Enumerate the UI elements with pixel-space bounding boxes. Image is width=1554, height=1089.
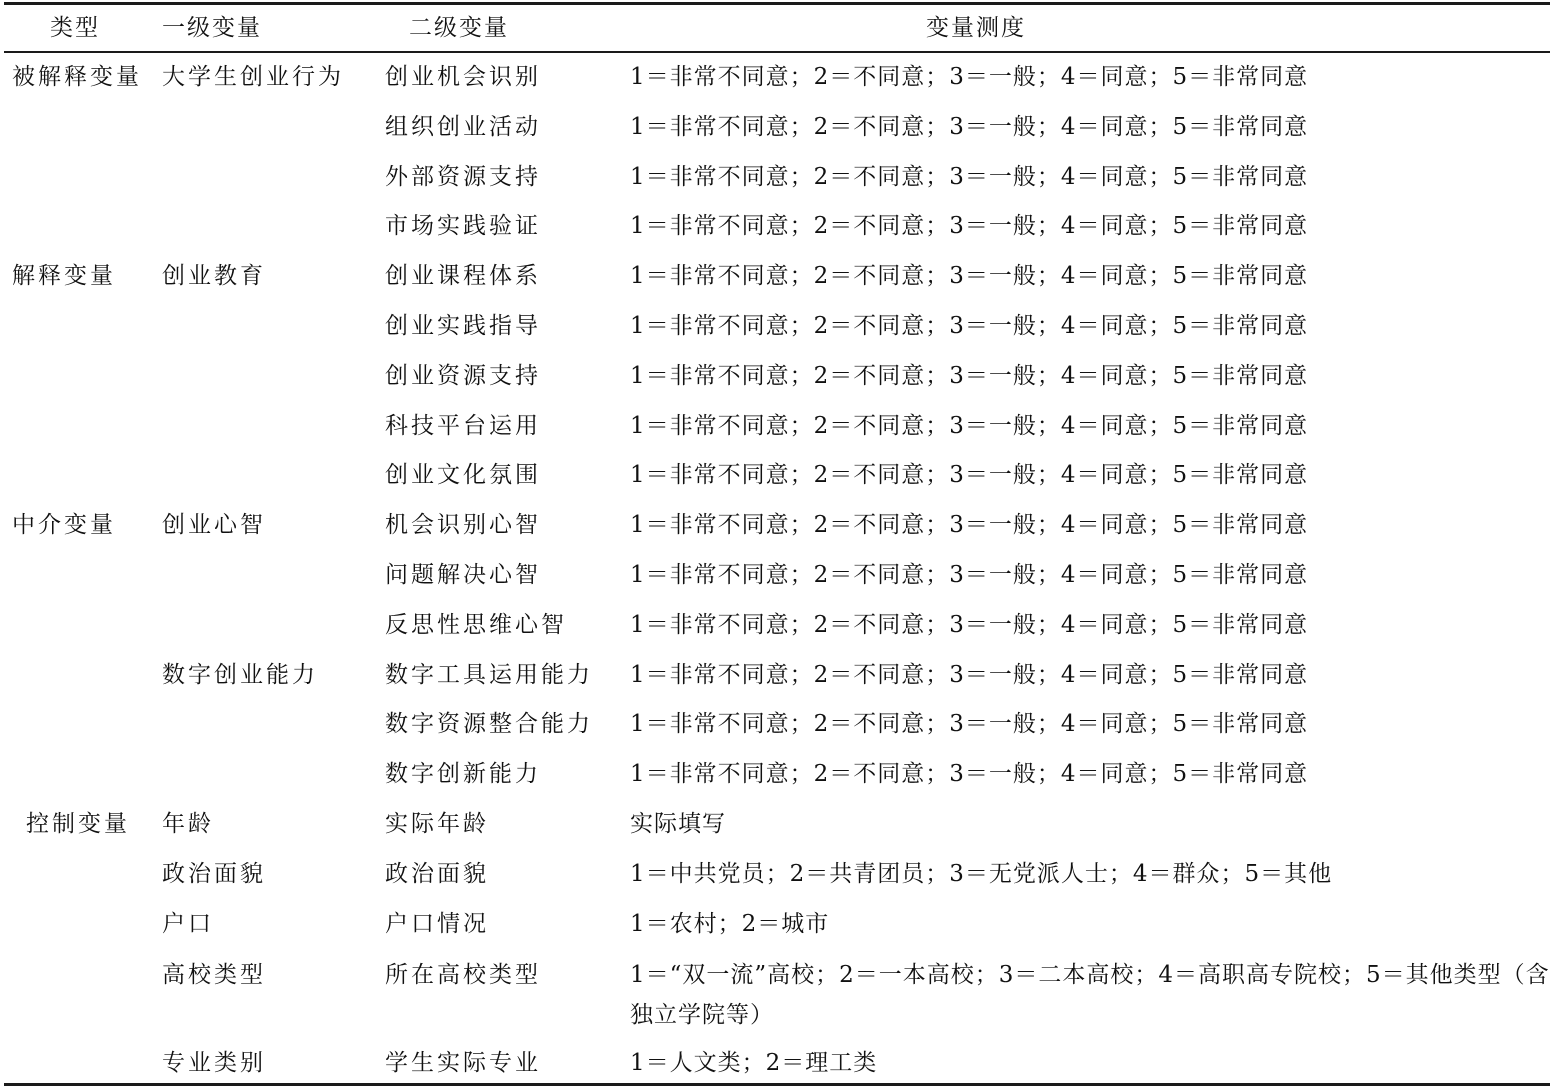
cell-level1: 大学生创业行为 xyxy=(162,64,344,90)
cell-measure: 1＝非常不同意；2＝不同意；3＝一般；4＝同意；5＝非常同意 xyxy=(630,711,1309,738)
cell-measure: 1＝非常不同意；2＝不同意；3＝一般；4＝同意；5＝非常同意 xyxy=(630,64,1309,90)
cell-measure: 1＝非常不同意；2＝不同意；3＝一般；4＝同意；5＝非常同意 xyxy=(630,213,1309,240)
cell-level2: 反思性思维心智 xyxy=(385,611,567,638)
header-level1-variable: 一级变量 xyxy=(162,15,262,41)
table-header-row xyxy=(4,5,1550,51)
cell-measure: 1＝非常不同意；2＝不同意；3＝一般；4＝同意；5＝非常同意 xyxy=(630,113,1309,140)
table-row xyxy=(4,551,1550,601)
table-row xyxy=(4,700,1550,750)
table-row xyxy=(4,53,1550,103)
cell-measure: 1＝“双一流”高校；2＝一本高校；3＝二本高校；4＝高职高专院校；5＝其他类型（含独立学院等） xyxy=(630,962,1550,1029)
cell-level2: 创业实践指导 xyxy=(385,312,541,339)
cell-level2: 所在高校类型 xyxy=(385,962,541,989)
cell-measure: 1＝非常不同意；2＝不同意；3＝一般；4＝同意；5＝非常同意 xyxy=(630,561,1309,588)
table-row xyxy=(4,153,1550,203)
cell-measure: 1＝非常不同意；2＝不同意；3＝一般；4＝同意；5＝非常同意 xyxy=(630,312,1309,339)
cell-type: 控制变量 xyxy=(26,810,130,837)
cell-measure: 1＝中共党员；2＝共青团员；3＝无党派人士；4＝群众；5＝其他 xyxy=(630,860,1333,887)
cell-measure: 1＝非常不同意；2＝不同意；3＝一般；4＝同意；5＝非常同意 xyxy=(630,661,1309,688)
cell-level2: 组织创业活动 xyxy=(385,113,541,140)
table-body xyxy=(4,53,1550,1083)
cell-measure: 1＝非常不同意；2＝不同意；3＝一般；4＝同意；5＝非常同意 xyxy=(630,163,1309,190)
header-type: 类型 xyxy=(50,15,100,41)
cell-measure: 1＝非常不同意；2＝不同意；3＝一般；4＝同意；5＝非常同意 xyxy=(630,611,1309,638)
cell-level1: 政治面貌 xyxy=(162,860,266,887)
cell-measure: 1＝非常不同意；2＝不同意；3＝一般；4＝同意；5＝非常同意 xyxy=(630,462,1309,489)
cell-level2: 创业资源支持 xyxy=(385,362,541,389)
header-measurement: 变量测度 xyxy=(926,15,1026,41)
cell-level1: 创业教育 xyxy=(162,263,266,290)
cell-level2: 学生实际专业 xyxy=(385,1050,541,1077)
table-row xyxy=(4,601,1550,651)
table-row xyxy=(4,1039,1550,1089)
cell-measure: 1＝人文类；2＝理工类 xyxy=(630,1050,878,1077)
cell-level2: 外部资源支持 xyxy=(385,163,541,190)
cell-level2: 数字工具运用能力 xyxy=(385,661,593,688)
cell-measure: 实际填写 xyxy=(630,810,726,837)
table-row xyxy=(4,750,1550,800)
table-row xyxy=(4,202,1550,252)
table-row xyxy=(4,352,1550,402)
cell-level1: 高校类型 xyxy=(162,962,266,989)
table-row xyxy=(4,949,1550,1039)
cell-measure: 1＝农村；2＝城市 xyxy=(630,910,830,937)
cell-level2: 政治面貌 xyxy=(385,860,489,887)
cell-type: 解释变量 xyxy=(12,263,116,290)
table-row xyxy=(4,252,1550,302)
table-row xyxy=(4,451,1550,501)
cell-level2: 科技平台运用 xyxy=(385,412,541,439)
cell-level2: 数字创新能力 xyxy=(385,761,541,788)
table-row xyxy=(4,302,1550,352)
variable-table xyxy=(4,2,1550,1086)
table-row xyxy=(4,900,1550,950)
cell-measure: 1＝非常不同意；2＝不同意；3＝一般；4＝同意；5＝非常同意 xyxy=(630,512,1309,539)
table-row xyxy=(4,103,1550,153)
cell-level2: 市场实践验证 xyxy=(385,213,541,240)
header-level2-variable: 二级变量 xyxy=(409,15,509,41)
cell-level2: 问题解决心智 xyxy=(385,561,541,588)
cell-level1: 数字创业能力 xyxy=(162,661,318,688)
cell-measure: 1＝非常不同意；2＝不同意；3＝一般；4＝同意；5＝非常同意 xyxy=(630,412,1309,439)
cell-level2: 数字资源整合能力 xyxy=(385,711,593,738)
cell-level2: 创业课程体系 xyxy=(385,263,541,290)
cell-level1: 户口 xyxy=(162,910,214,937)
cell-measure: 1＝非常不同意；2＝不同意；3＝一般；4＝同意；5＝非常同意 xyxy=(630,362,1309,389)
table-row xyxy=(4,651,1550,701)
cell-level2: 机会识别心智 xyxy=(385,512,541,539)
cell-level2: 创业机会识别 xyxy=(385,64,541,90)
cell-level1: 年龄 xyxy=(162,810,214,837)
cell-measure: 1＝非常不同意；2＝不同意；3＝一般；4＝同意；5＝非常同意 xyxy=(630,263,1309,290)
cell-type: 被解释变量 xyxy=(12,64,142,90)
cell-level2: 实际年龄 xyxy=(385,810,489,837)
table-row xyxy=(4,501,1550,551)
table-row xyxy=(4,850,1550,900)
cell-measure: 1＝非常不同意；2＝不同意；3＝一般；4＝同意；5＝非常同意 xyxy=(630,761,1309,788)
table-row xyxy=(4,402,1550,452)
table-row xyxy=(4,800,1550,850)
cell-level1: 专业类别 xyxy=(162,1050,266,1077)
cell-type: 中介变量 xyxy=(12,512,116,539)
cell-level2: 户口情况 xyxy=(385,910,489,937)
cell-level2: 创业文化氛围 xyxy=(385,462,541,489)
cell-level1: 创业心智 xyxy=(162,512,266,539)
